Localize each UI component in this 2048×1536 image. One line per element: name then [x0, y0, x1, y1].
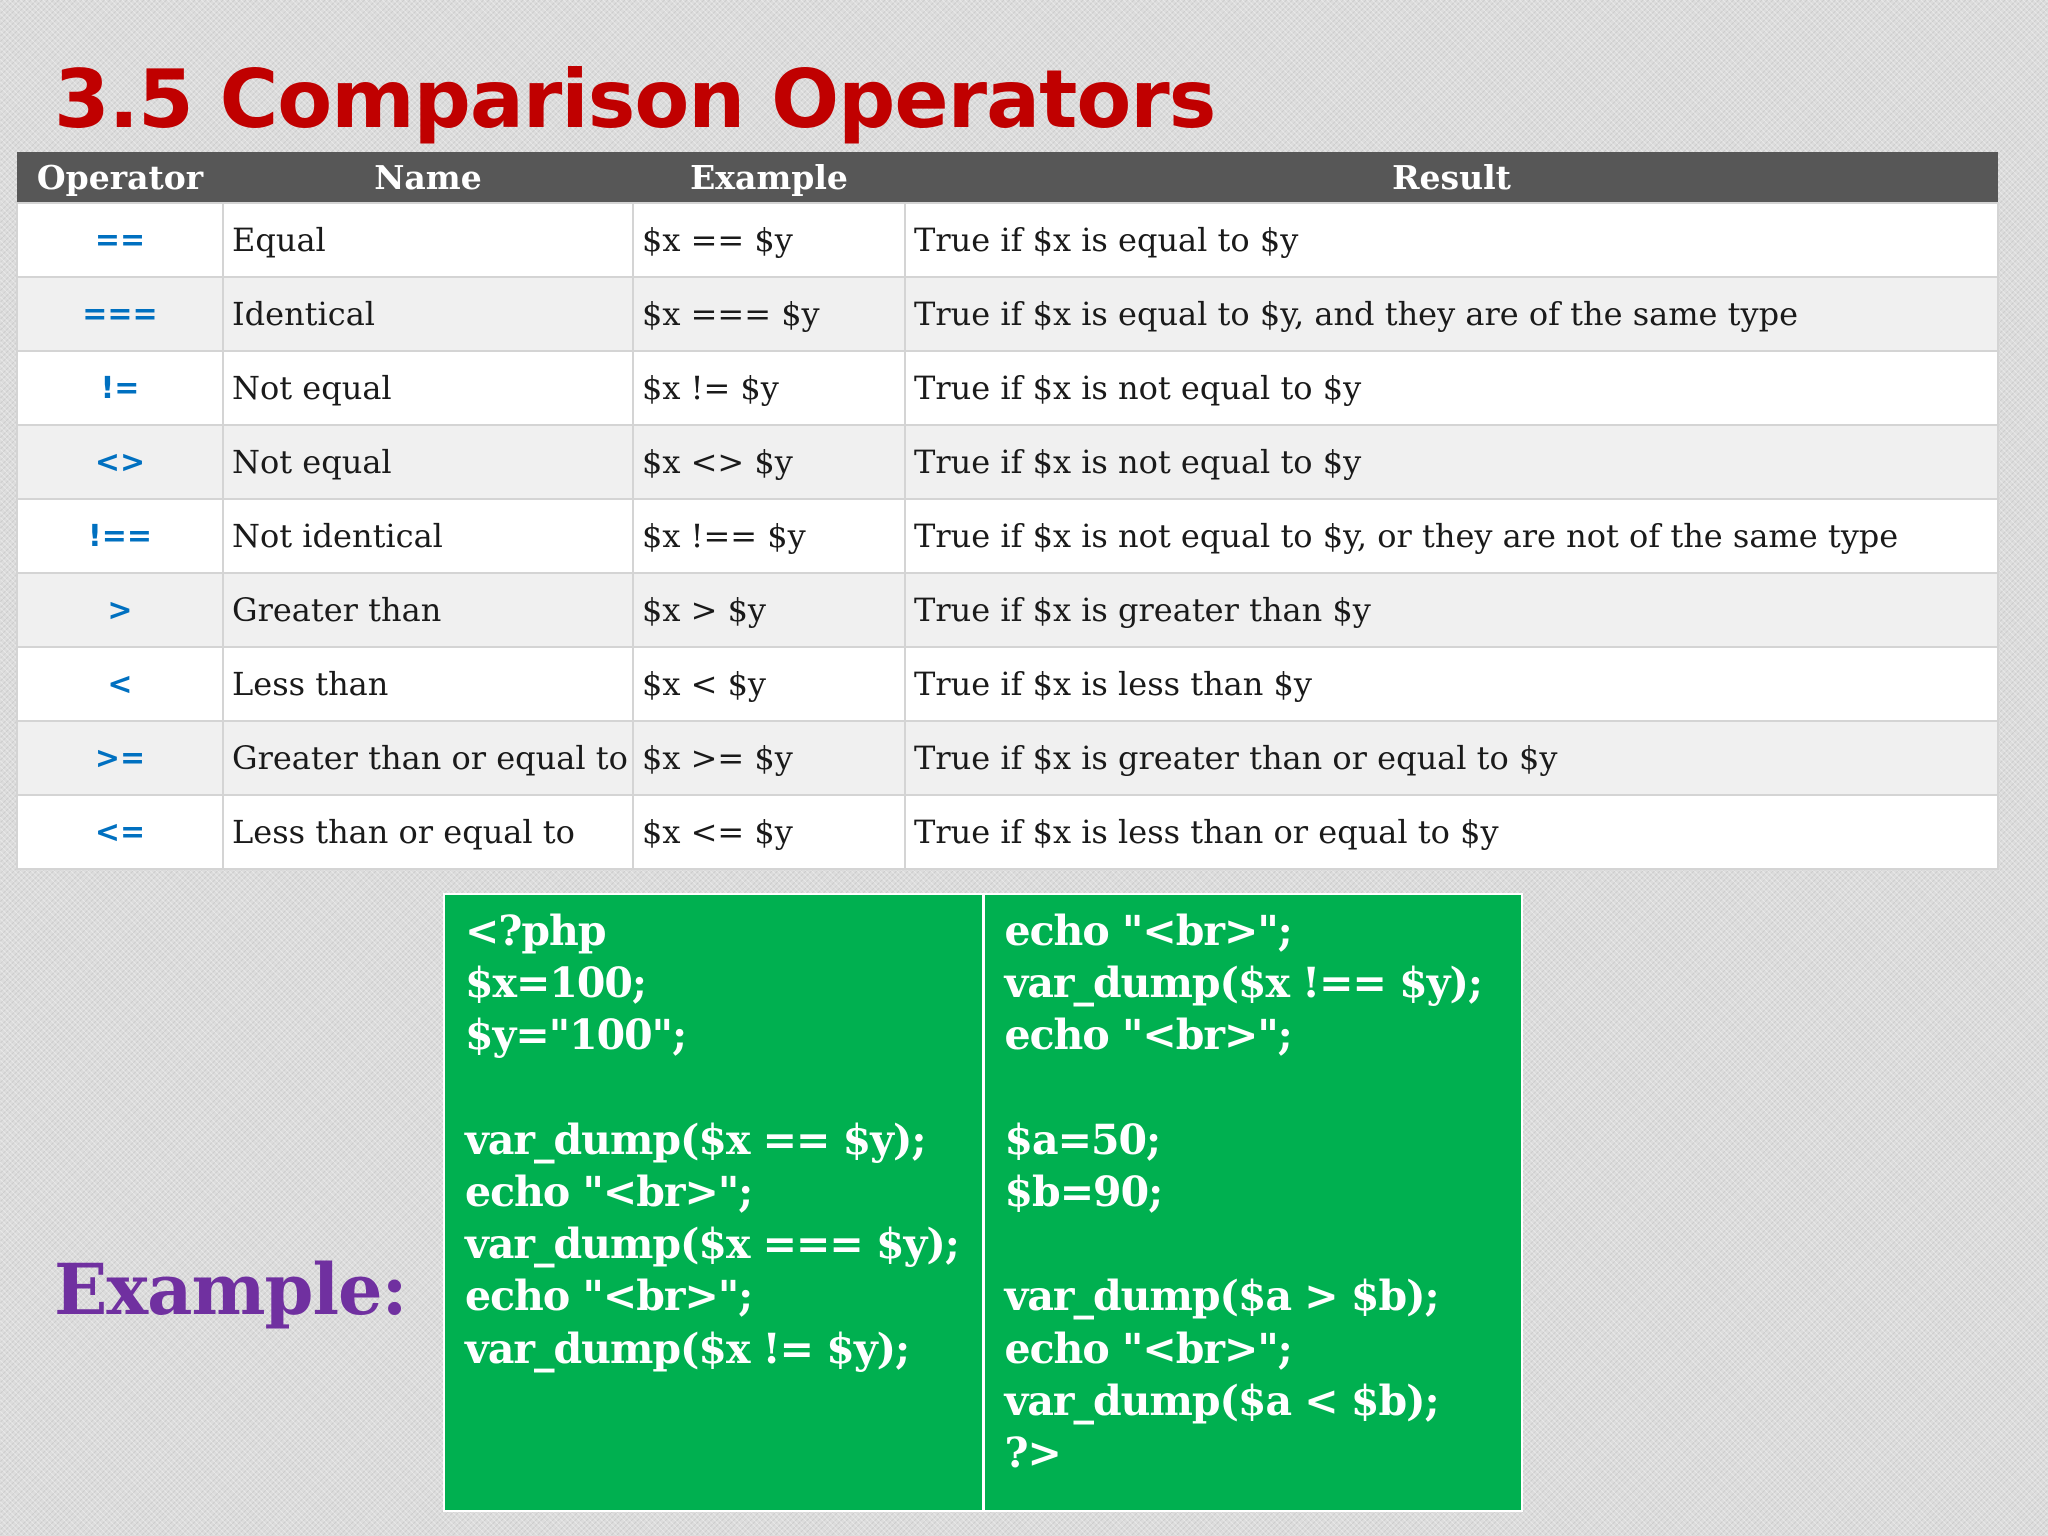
name-cell: Identical	[223, 277, 633, 351]
page-title: 3.5 Comparison Operators	[54, 53, 1216, 146]
example-cell: $x >= $y	[633, 721, 905, 795]
code-line	[1005, 1062, 1504, 1114]
code-line: <?php	[465, 907, 606, 955]
code-line: echo "<br>";	[1004, 907, 1292, 955]
header-result: Result	[905, 152, 1998, 203]
code-line: var_dump($a > $b);	[1004, 1272, 1439, 1321]
example-cell: $x == $y	[633, 203, 905, 277]
code-column-right	[982, 895, 1522, 1510]
example-cell: $x < $y	[633, 647, 905, 721]
operator-cell: <	[17, 647, 223, 721]
header-operator: Operator	[17, 152, 223, 203]
code-column-left	[445, 895, 982, 1510]
header-name: Name	[223, 152, 633, 203]
code-example-box	[443, 893, 1523, 1512]
code-line: echo "<br>";	[465, 1168, 753, 1216]
operator-cell: >=	[17, 721, 223, 795]
code-line: $b=90;	[1004, 1168, 1163, 1216]
code-line: echo "<br>";	[1004, 1324, 1292, 1373]
name-cell: Not equal	[223, 351, 633, 425]
operator-cell: !==	[17, 499, 223, 573]
table-row	[17, 573, 1998, 647]
table-row	[17, 721, 1998, 795]
name-cell: Less than or equal to	[223, 795, 633, 869]
comparison-operators-table	[16, 152, 1999, 870]
table-row	[17, 647, 1998, 721]
example-cell: $x > $y	[633, 573, 905, 647]
result-cell: True if $x is less than $y	[905, 647, 1998, 721]
code-line: $x=100;	[465, 959, 647, 1008]
table-row	[17, 425, 1998, 499]
operator-cell: >	[17, 573, 223, 647]
name-cell: Not identical	[223, 499, 633, 573]
header-example: Example	[633, 152, 905, 203]
result-cell: True if $x is equal to $y	[905, 203, 1998, 277]
code-line: echo "<br>";	[1004, 1011, 1292, 1060]
example-label: Example:	[54, 1248, 407, 1331]
code-line	[465, 1062, 964, 1114]
name-cell: Less than	[223, 647, 633, 721]
operator-cell: ==	[17, 203, 223, 277]
result-cell: True if $x is not equal to $y	[905, 425, 1998, 499]
name-cell: Not equal	[223, 425, 633, 499]
result-cell: True if $x is equal to $y, and they are of the same type	[905, 277, 1998, 351]
result-cell: True if $x is greater than or equal to $y	[905, 721, 1998, 795]
example-cell: $x <> $y	[633, 425, 905, 499]
code-line	[1005, 1218, 1504, 1270]
name-cell: Greater than or equal to	[223, 721, 633, 795]
example-cell: $x <= $y	[633, 795, 905, 869]
code-line: ?>	[1004, 1429, 1061, 1477]
operator-cell: ===	[17, 277, 223, 351]
example-cell: $x !== $y	[633, 499, 905, 573]
code-line: var_dump($x == $y);	[465, 1115, 926, 1164]
table-row	[17, 203, 1998, 277]
table-row	[17, 351, 1998, 425]
name-cell: Greater than	[223, 573, 633, 647]
result-cell: True if $x is greater than $y	[905, 573, 1998, 647]
table-header-row	[17, 152, 1998, 203]
operator-cell: <=	[17, 795, 223, 869]
result-cell: True if $x is not equal to $y, or they are not of the same type	[905, 499, 1998, 573]
operator-cell: <>	[17, 425, 223, 499]
code-line: $a=50;	[1004, 1115, 1161, 1164]
code-line: var_dump($x === $y);	[465, 1220, 959, 1269]
name-cell: Equal	[223, 203, 633, 277]
code-line: echo "<br>";	[465, 1272, 753, 1321]
code-line: var_dump($x !== $y);	[1004, 959, 1483, 1008]
table-row	[17, 277, 1998, 351]
result-cell: True if $x is less than or equal to $y	[905, 795, 1998, 869]
operator-cell: !=	[17, 351, 223, 425]
code-line: var_dump($a < $b);	[1004, 1376, 1439, 1425]
example-cell: $x === $y	[633, 277, 905, 351]
code-line: $y="100";	[465, 1011, 687, 1060]
table-row	[17, 499, 1998, 573]
example-cell: $x != $y	[633, 351, 905, 425]
table-row	[17, 795, 1998, 869]
result-cell: True if $x is not equal to $y	[905, 351, 1998, 425]
table-body	[17, 203, 1998, 869]
code-line: var_dump($x != $y);	[465, 1324, 910, 1373]
